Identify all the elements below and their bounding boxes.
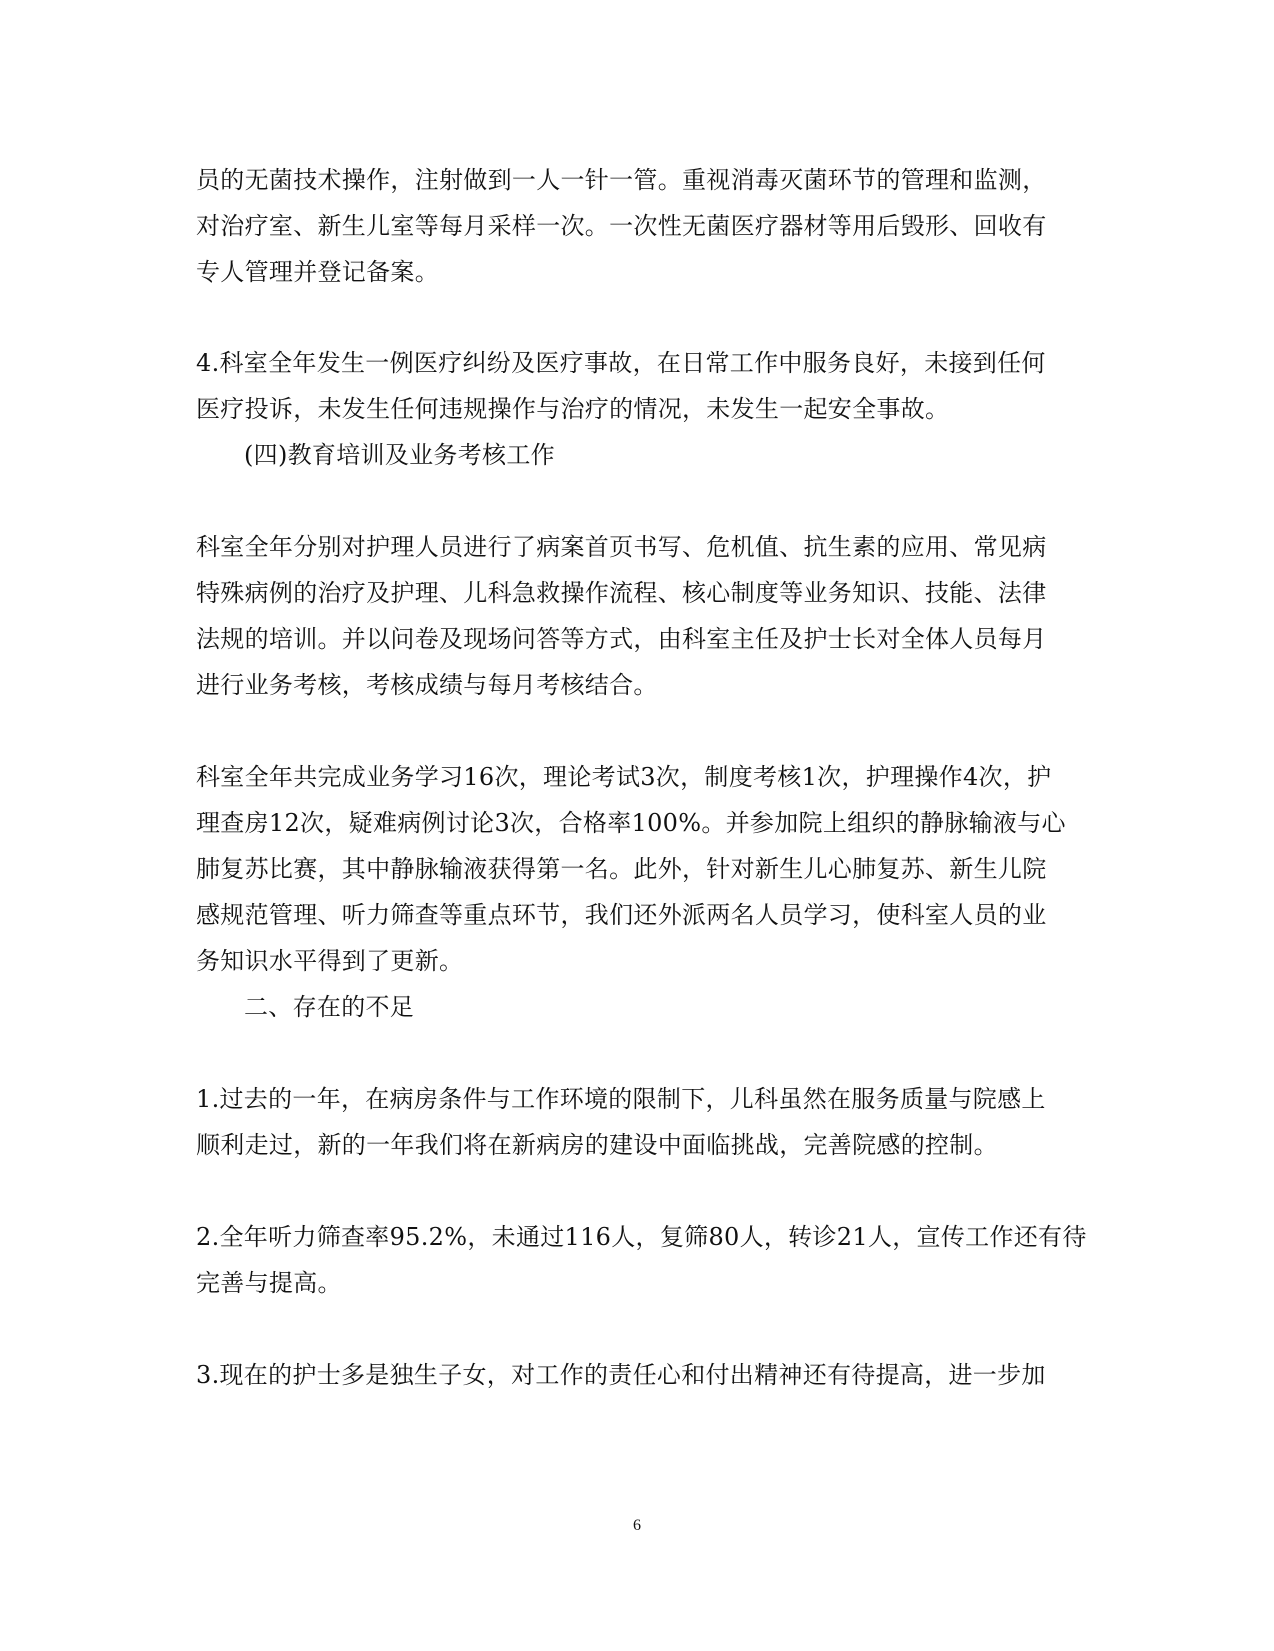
text-line: 肺复苏比赛，其中静脉输液获得第一名。此外，针对新生儿心肺复苏、新生儿院 <box>196 855 1047 883</box>
text-line: 感规范管理、听力筛查等重点环节，我们还外派两名人员学习，使科室人员的业 <box>196 901 1047 929</box>
section-heading: 二、存在的不足 <box>244 993 415 1021</box>
text-line: 2.全年听力筛查率95.2%，未通过116人，复筛80人，转诊21人，宣传工作还有待 <box>196 1223 1087 1251</box>
text-line: 科室全年分别对护理人员进行了病案首页书写、危机值、抗生素的应用、常见病 <box>196 533 1047 561</box>
page-number: 6 <box>633 1517 641 1534</box>
text-line: 3.现在的护士多是独生子女，对工作的责任心和付出精神还有待提高，进一步加 <box>196 1361 1046 1389</box>
text-line: 理查房12次，疑难病例讨论3次，合格率100%。并参加院上组织的静脉输液与心 <box>196 809 1066 837</box>
text-line: 顺利走过，新的一年我们将在新病房的建设中面临挑战，完善院感的控制。 <box>196 1131 998 1159</box>
text-line: 对治疗室、新生儿室等每月采样一次。一次性无菌医疗器材等用后毁形、回收有 <box>196 212 1047 240</box>
text-line: 法规的培训。并以问卷及现场问答等方式，由科室主任及护士长对全体人员每月 <box>196 625 1047 653</box>
text-line: 专人管理并登记备案。 <box>196 258 439 286</box>
text-line: 医疗投诉，未发生任何违规操作与治疗的情况，未发生一起安全事故。 <box>196 395 950 423</box>
text-line: 科室全年共完成业务学习16次，理论考试3次，制度考核1次，护理操作4次，护 <box>196 763 1052 791</box>
text-line: 特殊病例的治疗及护理、儿科急救操作流程、核心制度等业务知识、技能、法律 <box>196 579 1047 607</box>
section-heading: (四)教育培训及业务考核工作 <box>244 441 555 469</box>
text-line: 进行业务考核，考核成绩与每月考核结合。 <box>196 671 658 699</box>
text-line: 4.科室全年发生一例医疗纠纷及医疗事故，在日常工作中服务良好，未接到任何 <box>196 349 1046 377</box>
text-line: 完善与提高。 <box>196 1269 342 1297</box>
text-line: 1.过去的一年，在病房条件与工作环境的限制下，儿科虽然在服务质量与院感上 <box>196 1085 1046 1113</box>
text-line: 务知识水平得到了更新。 <box>196 947 464 975</box>
text-line: 员的无菌技术操作，注射做到一人一针一管。重视消毒灭菌环节的管理和监测， <box>196 166 1047 194</box>
